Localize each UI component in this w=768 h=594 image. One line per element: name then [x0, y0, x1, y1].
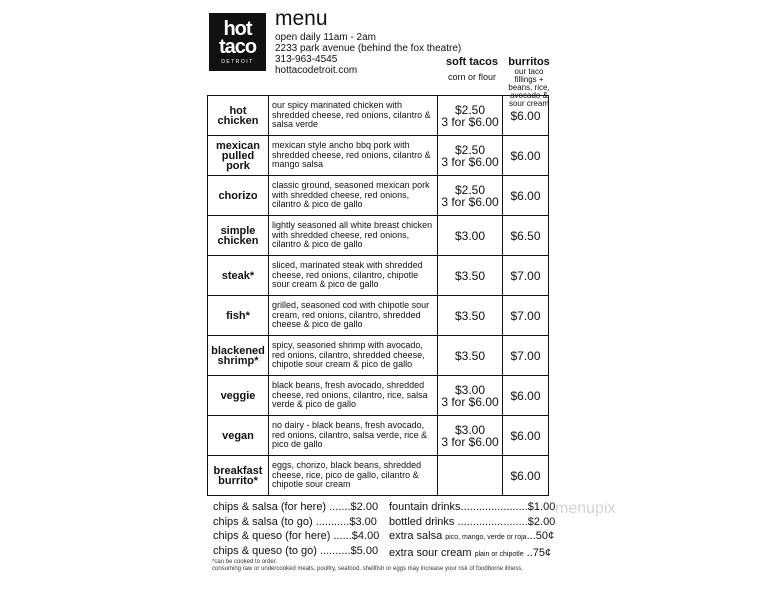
item-description: lightly seasoned all white breast chicken with shredded cheese, red onions, cilantro & pico de gallo	[269, 216, 438, 256]
menu-row	[208, 96, 549, 136]
item-description: classic ground, seasoned mexican pork with shredded cheese, red onions, cilantro & pico de gallo	[269, 176, 438, 216]
taco-price	[438, 256, 503, 296]
taco-price-single: $2.50	[454, 182, 486, 197]
taco-price-single: $3.50	[454, 348, 486, 363]
side-item: chips & queso (for here) ......$4.00	[213, 530, 380, 542]
burrito-price: $7.00	[503, 336, 549, 376]
taco-price	[438, 296, 503, 336]
menu-row	[208, 176, 549, 216]
burrito-price: $7.00	[503, 256, 549, 296]
taco-price-single: $3.50	[454, 308, 486, 323]
item-name: steak*	[208, 256, 269, 296]
item-name: veggie	[208, 376, 269, 416]
item-description: no dairy - black beans, fresh avocado, red onions, cilantro, salsa verde, rice & pico de gallo	[269, 416, 438, 456]
item-name: vegan	[208, 416, 269, 456]
item-name: breakfast burrito*	[208, 456, 269, 496]
footnotes	[212, 559, 523, 573]
burrito-price: $6.00	[503, 176, 549, 216]
burritos-header-sub: our taco fillings + beans, rice, avocado & sour cream	[508, 67, 550, 108]
taco-price-single: $3.00	[454, 228, 486, 243]
side-item-text: bottled drinks .......................$2.00	[389, 515, 556, 528]
taco-price-single: $3.00	[454, 422, 486, 437]
menu-row	[208, 336, 549, 376]
footnote-cooked: *can be cooked to order.	[212, 559, 278, 565]
taco-price	[438, 456, 503, 496]
item-name: simple chicken	[208, 216, 269, 256]
side-item-price: ..75¢	[523, 546, 552, 559]
side-item	[389, 529, 555, 546]
tacos-header-title: soft tacos	[446, 56, 498, 68]
side-item	[389, 515, 555, 530]
taco-price-single: $3.50	[454, 268, 486, 283]
side-item: chips & queso (to go) ..........$5.00	[213, 544, 379, 557]
side-item: chips & salsa (to go) ...........$3.00	[213, 515, 377, 528]
item-name: fish*	[208, 296, 269, 336]
taco-price-deal: 3 for $6.00	[441, 434, 499, 449]
footnote-warning: consuming raw or undercooked meats, poultry, seafood, shellfish or eggs may increase your risk of foodborne illness.	[212, 566, 524, 572]
sides-right	[389, 500, 555, 562]
tacos-column-header	[440, 56, 504, 81]
logo-line-1: hot	[223, 17, 252, 40]
side-item: chips & salsa (for here) .......$2.00	[213, 501, 379, 513]
menu-row	[208, 456, 549, 496]
page-title: menu	[275, 7, 328, 30]
item-name: mexican pulled pork	[208, 136, 269, 176]
menu-row	[208, 416, 549, 456]
item-description: mexican style ancho bbq pork with shredded cheese, red onions, cilantro & mango salsa	[269, 136, 438, 176]
hours: open daily 11am - 2am	[275, 32, 376, 43]
taco-price	[438, 416, 503, 456]
burrito-price: $6.00	[503, 376, 549, 416]
burrito-price: $6.00	[503, 416, 549, 456]
item-description: eggs, chorizo, black beans, shredded cheese, rice, pico de gallo, cilantro & chipotle sour cream	[269, 456, 438, 496]
taco-price-deal: 3 for $6.00	[441, 154, 499, 169]
restaurant-info	[275, 32, 461, 76]
taco-price	[438, 216, 503, 256]
website: hottacodetroit.com	[275, 65, 358, 76]
side-item-price: ...50¢	[526, 530, 555, 542]
address: 2233 park avenue (behind the fox theatre)	[275, 43, 462, 54]
burrito-price: $7.00	[503, 296, 549, 336]
taco-price-single: $3.00	[454, 382, 486, 397]
taco-price-single: $2.50	[454, 142, 486, 157]
item-description: grilled, seasoned cod with chipotle sour cream, red onions, cilantro, shredded cheese & pico de gallo	[269, 296, 438, 336]
logo-line-3: DETROIT	[221, 58, 254, 65]
sides-left	[213, 500, 379, 558]
taco-price	[438, 336, 503, 376]
menu-row	[208, 256, 549, 296]
taco-price	[438, 136, 503, 176]
watermark: menupix	[555, 500, 616, 517]
item-description: black beans, fresh avocado, shredded cheese, red onions, cilantro, rice, salsa verde & pico de gallo	[269, 376, 438, 416]
item-description: spicy, seasoned shrimp with avocado, red onions, cilantro, shredded cheese, chipotle sour cream & pico de gallo	[269, 336, 438, 376]
taco-price-deal: 3 for $6.00	[441, 114, 499, 129]
item-name: hot chicken	[208, 96, 269, 136]
logo-line-2: taco	[218, 35, 257, 58]
item-name: chorizo	[208, 176, 269, 216]
menu-row	[208, 136, 549, 176]
side-item-text: extra salsa	[389, 530, 446, 542]
burrito-price: $6.00	[503, 96, 549, 136]
taco-price-deal: 3 for $6.00	[441, 394, 499, 409]
taco-price-deal: 3 for $6.00	[441, 194, 499, 209]
menu-table	[207, 95, 549, 496]
side-item-text: fountain drinks......................$1.00	[389, 501, 556, 513]
side-item-text: extra sour cream	[389, 546, 475, 559]
item-name: blackened shrimp*	[208, 336, 269, 376]
taco-price	[438, 376, 503, 416]
menu-row	[208, 216, 549, 256]
burritos-header-title: burritos	[508, 56, 550, 68]
item-description: our spicy marinated chicken with shredded cheese, red onions, cilantro & salsa verde	[269, 96, 438, 136]
menu-row	[208, 296, 549, 336]
taco-price-single: $2.50	[454, 102, 486, 117]
burrito-price: $6.50	[503, 216, 549, 256]
phone: 313-963-4545	[275, 54, 338, 65]
tacos-header-sub: corn or flour	[447, 72, 497, 82]
side-item-note: plain or chipotle	[474, 550, 524, 558]
menu-row	[208, 376, 549, 416]
item-description: sliced, marinated steak with shredded cheese, red onions, cilantro, chipotle sour cream & pico de gallo	[269, 256, 438, 296]
hot-taco-logo	[209, 13, 266, 71]
taco-price	[438, 96, 503, 136]
burrito-price: $6.00	[503, 456, 549, 496]
taco-price	[438, 176, 503, 216]
side-item-note: pico, mango, verde or roja	[445, 534, 527, 541]
side-item	[389, 500, 555, 515]
burrito-price: $6.00	[503, 136, 549, 176]
